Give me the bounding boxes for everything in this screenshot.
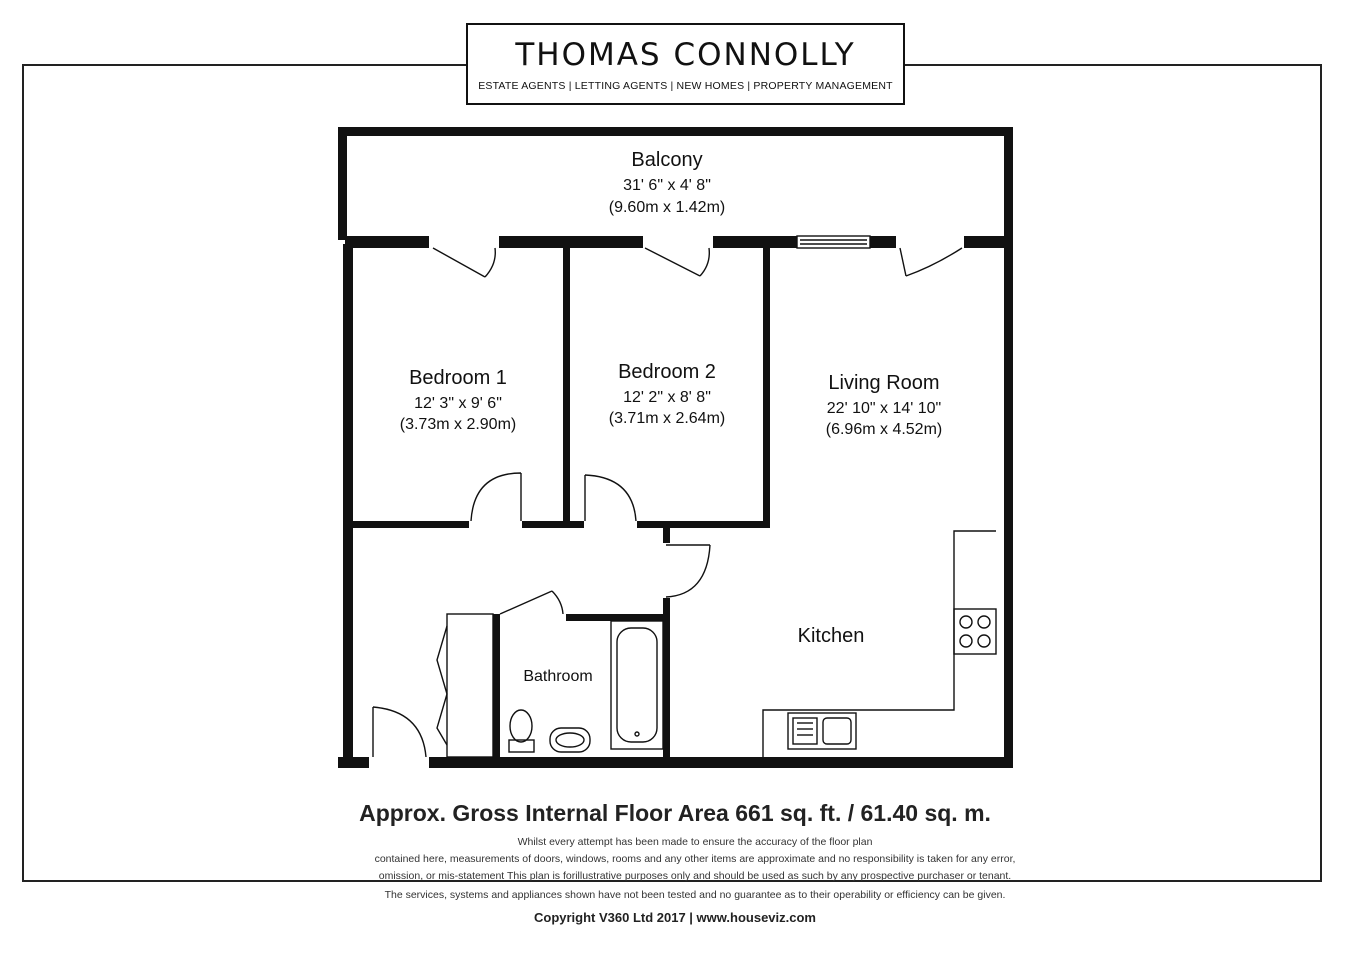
wall-bathroom-top bbox=[566, 614, 670, 621]
bedroom1-imperial: 12' 3" x 9' 6" bbox=[414, 395, 502, 412]
disclaimer-line: Whilst every attempt has been made to ensure the accuracy of the floor plan bbox=[517, 836, 873, 848]
bedroom2-metric: (3.71m x 2.64m) bbox=[608, 410, 726, 427]
wall-hall-segment bbox=[522, 521, 584, 528]
wall-segment bbox=[713, 236, 797, 248]
bedroom2-name: Bedroom 2 bbox=[618, 361, 716, 383]
wall-bed1-hall bbox=[353, 521, 469, 528]
living-room-imperial: 22' 10" x 14' 10" bbox=[826, 400, 942, 417]
disclaimer-line: The services, systems and appliances shown have not been tested and no guarantee as to their operability or efficiency can be given. bbox=[384, 889, 1006, 901]
hob-ring bbox=[960, 616, 972, 628]
living-room-metric: (6.96m x 4.52m) bbox=[825, 421, 943, 438]
brand-name: THOMAS CONNOLLY bbox=[515, 37, 856, 73]
door-living-balcony bbox=[900, 248, 962, 276]
wall-bottom bbox=[429, 757, 1013, 768]
door-bathroom bbox=[500, 591, 563, 614]
brand-tagline: ESTATE AGENTS | LETTING AGENTS | NEW HOMES | PROPERTY MANAGEMENT bbox=[478, 80, 893, 92]
room-labels bbox=[400, 149, 942, 685]
bath-tub bbox=[617, 628, 657, 742]
floor-area: Approx. Gross Internal Floor Area 661 sq. ft. / 61.40 sq. m. bbox=[359, 800, 991, 826]
door-bedroom2 bbox=[585, 475, 636, 521]
door-entrance bbox=[373, 707, 426, 757]
wall-bathroom-left bbox=[493, 614, 500, 760]
hob-ring bbox=[978, 635, 990, 647]
door-hall-living bbox=[666, 545, 710, 597]
bedroom2-imperial: 12' 2" x 8' 8" bbox=[623, 389, 711, 406]
wall-segment bbox=[499, 236, 643, 248]
wall-bed1-bed2 bbox=[563, 248, 570, 528]
sink-bowl bbox=[823, 718, 851, 744]
cupboard-doors bbox=[437, 626, 447, 745]
balcony-name: Balcony bbox=[631, 149, 703, 171]
door-bedroom2-balcony bbox=[645, 248, 709, 276]
bedroom1-metric: (3.73m x 2.90m) bbox=[399, 416, 517, 433]
door-bedroom1-balcony bbox=[433, 248, 495, 277]
wall-hall-stub bbox=[663, 521, 670, 543]
outer-wall-left-balcony bbox=[338, 127, 347, 240]
hob bbox=[954, 609, 996, 654]
toilet-bowl bbox=[510, 710, 532, 742]
sink-drainer bbox=[793, 718, 817, 744]
bedroom1-name: Bedroom 1 bbox=[409, 367, 507, 389]
bathroom-name: Bathroom bbox=[523, 668, 593, 685]
wall-bathroom-right bbox=[663, 598, 670, 760]
balcony-imperial: 31' 6" x 4' 8" bbox=[623, 177, 711, 194]
wall-bottom-left bbox=[338, 757, 369, 768]
basin-bowl bbox=[556, 733, 584, 747]
outer-wall-top bbox=[338, 127, 1013, 136]
disclaimer-line: contained here, measurements of doors, windows, rooms and any other items are approximate and no responsibility is taken for any error, bbox=[374, 853, 1016, 865]
hall-cupboard bbox=[447, 614, 493, 757]
door-bedroom1 bbox=[471, 473, 521, 521]
living-room-name: Living Room bbox=[828, 372, 940, 394]
wall-segment bbox=[964, 236, 1004, 248]
outer-wall-left bbox=[343, 244, 353, 768]
plan-walls bbox=[338, 127, 1013, 768]
copyright: Copyright V360 Ltd 2017 | www.houseviz.com bbox=[533, 910, 816, 925]
kitchen-name: Kitchen bbox=[797, 625, 865, 647]
hob-ring bbox=[978, 616, 990, 628]
hob-ring bbox=[960, 635, 972, 647]
bath bbox=[611, 621, 663, 749]
balcony-metric: (9.60m x 1.42m) bbox=[608, 199, 726, 216]
plan-fixtures bbox=[373, 236, 996, 757]
window bbox=[797, 236, 870, 248]
outer-wall-right bbox=[1004, 127, 1013, 767]
bath-drain bbox=[635, 732, 639, 736]
wall-segment bbox=[345, 236, 429, 248]
disclaimer-line: omission, or mis-statement This plan is forillustrative purposes only and should be used as such by any prospective purchaser or tenant. bbox=[378, 870, 1012, 882]
wall-segment bbox=[870, 236, 896, 248]
wall-bed2-hall bbox=[637, 521, 770, 528]
wall-bed2-living bbox=[763, 248, 770, 528]
